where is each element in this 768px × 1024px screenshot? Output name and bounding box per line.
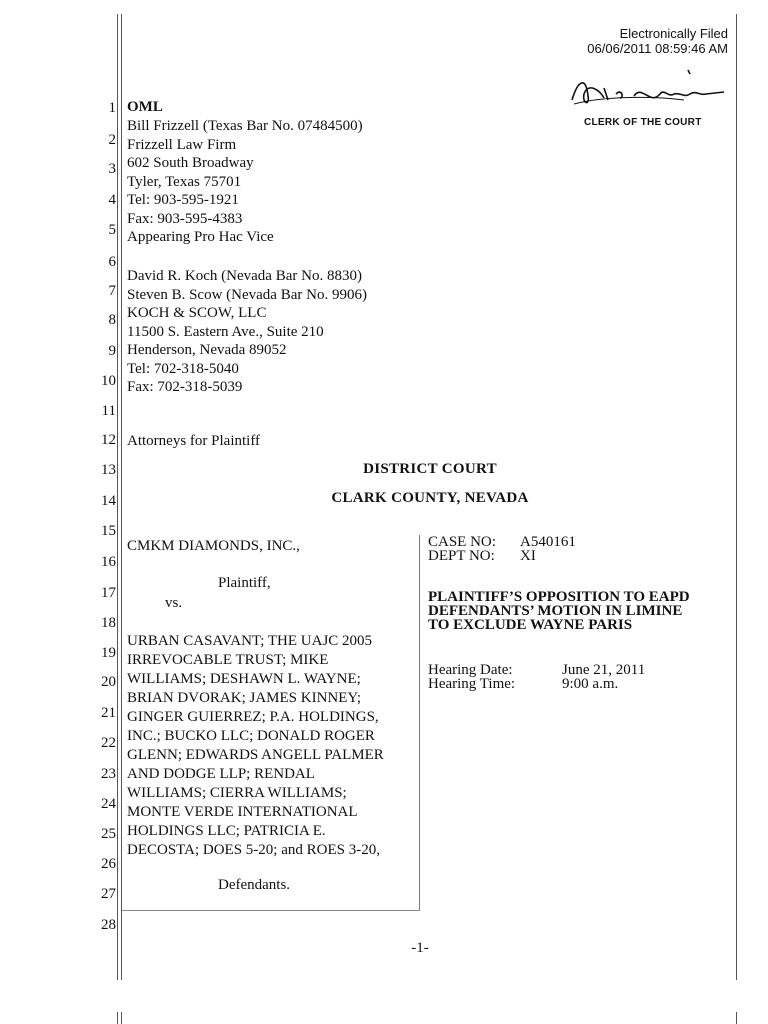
line-number: 22: [101, 735, 116, 751]
line-number: 26: [101, 856, 116, 872]
margin-rule-right: [736, 14, 737, 980]
counsel-line: Bill Frizzell (Texas Bar No. 07484500): [127, 118, 363, 134]
line-number: 16: [101, 554, 116, 570]
page-number: -1-: [411, 940, 429, 956]
line-number: 24: [101, 796, 116, 812]
defendant-line: DECOSTA; DOES 5-20; and ROES 3-20,: [127, 842, 380, 858]
counsel-line: 602 South Broadway: [127, 155, 254, 171]
counsel-line: Tel: 702-318-5040: [127, 360, 239, 377]
counsel-line: Tel: 903-595-1921: [127, 192, 239, 208]
defendant-role: Defendants.: [218, 877, 291, 893]
line-number: 23: [101, 766, 116, 782]
line-number: 6: [108, 254, 116, 270]
defendant-line: URBAN CASAVANT; THE UAJC 2005: [127, 633, 373, 649]
defendant-line: GLENN; EDWARDS ANGELL PALMER: [127, 747, 384, 763]
defendant-line: WILLIAMS; CIERRA WILLIAMS;: [127, 785, 347, 801]
efile-stamp-line1: Electronically Filed: [619, 26, 728, 41]
attorneys-for: Attorneys for Plaintiff: [127, 433, 261, 449]
line-number: 7: [108, 283, 116, 299]
line-number: 8: [108, 312, 116, 328]
plaintiff-role: Plaintiff,: [218, 575, 271, 591]
dept-no-label: DEPT NO:: [428, 548, 495, 564]
counsel-line: Tyler, Texas 75701: [127, 173, 242, 190]
defendant-line: IRREVOCABLE TRUST; MIKE: [127, 652, 329, 668]
margin-rule-inner: [121, 14, 122, 980]
counsel-line: Fax: 903-595-4383: [127, 210, 243, 227]
bottom-edge-rule-left-2: [121, 1012, 122, 1024]
line-number: 15: [101, 523, 116, 539]
line-number: 27: [101, 886, 116, 902]
case-no-value: A540161: [520, 534, 576, 550]
hearing-time-value: 9:00 a.m.: [562, 676, 619, 692]
defendant-line: INC.; BUCKO LLC; DONALD ROGER: [127, 728, 375, 744]
line-number: 28: [101, 917, 116, 933]
counsel-line: David R. Koch (Nevada Bar No. 8830): [127, 268, 362, 284]
versus: vs.: [165, 595, 183, 611]
line-number: 14: [101, 493, 116, 509]
line-number: 17: [101, 585, 116, 601]
court-name: DISTRICT COURT: [363, 461, 497, 477]
case-no-label: CASE NO:: [428, 534, 496, 550]
margin-rule-outer: [117, 14, 118, 980]
line-number: 11: [101, 403, 116, 419]
hearing-date-value: June 21, 2011: [562, 662, 646, 678]
line-number: 12: [101, 432, 116, 448]
line-number: 2: [108, 132, 116, 148]
line-number: 9: [108, 343, 116, 359]
motion-title-line: TO EXCLUDE WAYNE PARIS: [428, 617, 633, 633]
bottom-edge-rule-right: [736, 1012, 737, 1024]
counsel-line: Fax: 702-318-5039: [127, 379, 243, 395]
line-number: 25: [101, 826, 116, 842]
motion-title-line: PLAINTIFF’S OPPOSITION TO EAPD: [428, 589, 690, 605]
counsel-line: 11500 S. Eastern Ave., Suite 210: [127, 323, 324, 340]
defendant-line: GINGER GUIERREZ; P.A. HOLDINGS,: [127, 709, 379, 725]
caption-divider: [419, 535, 420, 910]
hearing-time-label: Hearing Time:: [428, 676, 516, 692]
line-number: 4: [108, 192, 116, 208]
counsel-line: Henderson, Nevada 89052: [127, 342, 287, 358]
line-number: 5: [108, 222, 116, 238]
counsel-line: KOCH & SCOW, LLC: [127, 305, 267, 321]
line-number: 19: [101, 645, 116, 661]
clerk-label: CLERK OF THE COURT: [584, 117, 702, 128]
court-county: CLARK COUNTY, NEVADA: [331, 490, 529, 506]
caption-bottom-rule: [122, 910, 420, 911]
defendant-line: BRIAN DVORAK; JAMES KINNEY;: [127, 690, 362, 706]
efile-stamp-line2: 06/06/2011 08:59:46 AM: [587, 41, 728, 56]
counsel-line: Appearing Pro Hac Vice: [127, 229, 274, 245]
line-number: 10: [101, 373, 116, 389]
line-number: 13: [101, 462, 116, 478]
line-number: 21: [101, 705, 116, 721]
plaintiff-name: CMKM DIAMONDS, INC.,: [127, 538, 300, 554]
motion-title-line: DEFENDANTS’ MOTION IN LIMINE: [428, 603, 683, 619]
bottom-edge-rule-left: [117, 1012, 118, 1024]
line-number: 3: [108, 161, 116, 177]
clerk-signature: [564, 66, 732, 114]
counsel-line: Frizzell Law Firm: [127, 136, 237, 153]
counsel-line: Steven B. Scow (Nevada Bar No. 9906): [127, 286, 367, 303]
line-number: 20: [101, 674, 116, 690]
defendant-line: MONTE VERDE INTERNATIONAL: [127, 804, 358, 820]
hearing-date-label: Hearing Date:: [428, 662, 513, 678]
defendant-line: WILLIAMS; DESHAWN L. WAYNE;: [127, 671, 361, 687]
defendant-line: HOLDINGS LLC; PATRICIA E.: [127, 823, 326, 839]
defendant-line: AND DODGE LLP; RENDAL: [127, 766, 315, 782]
line-number: 1: [108, 100, 116, 116]
dept-no-value: XI: [520, 548, 536, 564]
doc-code: OML: [127, 99, 163, 115]
line-number: 18: [101, 615, 116, 631]
